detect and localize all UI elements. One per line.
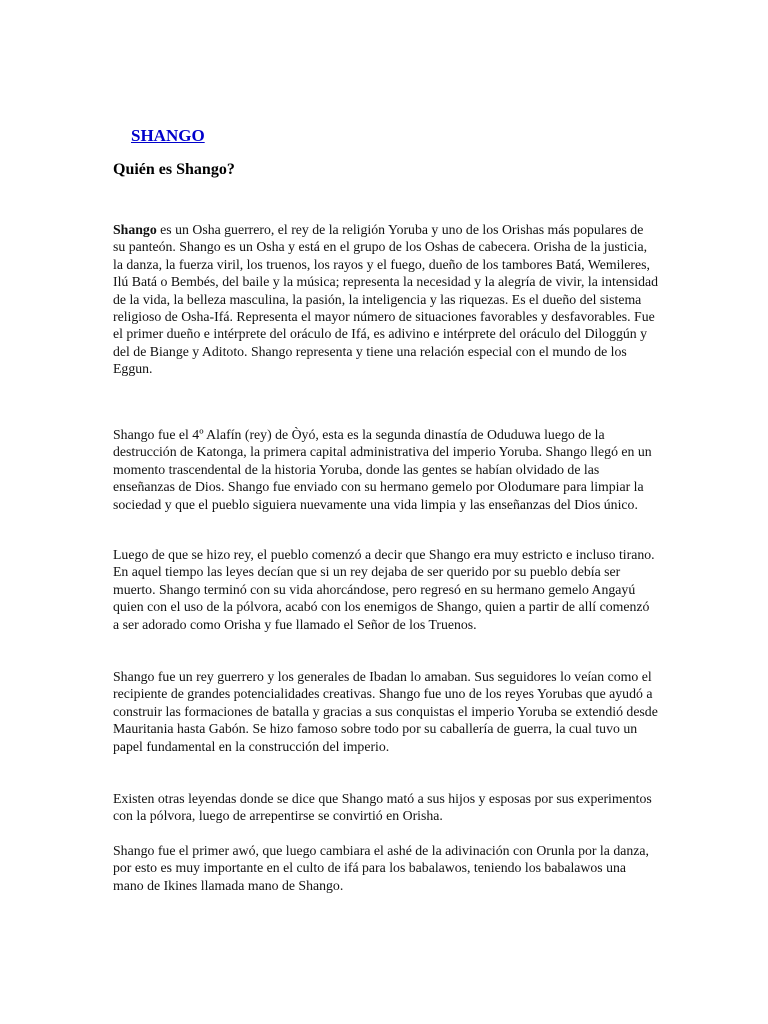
paragraph-intro <box>113 221 658 378</box>
subtitle-heading: Quién es Shango? <box>113 161 235 178</box>
shango-link-heading[interactable]: SHANGO <box>131 126 205 145</box>
paragraph-intro-body: es un Osha guerrero, el rey de la religión Yoruba y uno de los Orishas más populares de su panteón. Shango es un Osha y está en el grupo de los Oshas de cabecera. Orisha de la justicia, la danza, la fuerza viril, los truenos, los rayos y el fuego, dueño de los tambores Batá, Wemileres, Ilú Batá o Bembés, del baile y la música; representa la necesidad y la alegría de vivir, la intensidad de la vida, la belleza masculina, la pasión, la inteligencia y las riquezas. Es el dueño del sistema religioso de Osha-Ifá. Representa el mayor número de situaciones favorables y desfavorables. Fue el primer dueño e intérprete del oráculo de Ifá, es adivino e intérprete del oráculo del Diloggún y del de Biange y Aditoto. Shango representa y tiene una relación especial con el mundo de los Eggun. <box>113 222 658 377</box>
paragraph-awo: Shango fue el primer awó, que luego cambiara el ashé de la adivinación con Orunla por la danza, por esto es muy importante en el culto de ifá para los babalawos, teniendo los babalawos una mano de Ikines llamada mano de Shango. <box>113 843 649 893</box>
paragraph-intro-lead: Shango <box>113 222 157 237</box>
paragraph-legends: Existen otras leyendas donde se dice que Shango mató a sus hijos y esposas por sus experimentos con la pólvora, luego de arrepentirse se convirtió en Orisha. <box>113 791 652 824</box>
paragraph-reign: Luego de que se hizo rey, el pueblo comenzó a decir que Shango era muy estricto e incluso tirano. En aquel tiempo las leyes decían que si un rey dejaba de ser querido por su pueblo debía ser muerto. Shango terminó con su vida ahorcándose, pero regresó en su hermano gemelo Angayú quien con el uso de la pólvora, acabó con los enemigos de Shango, quien a partir de allí comenzó a ser adorado como Orisha y fue llamado el Señor de los Truenos. <box>113 547 655 632</box>
paragraph-warrior: Shango fue un rey guerrero y los generales de Ibadan lo amaban. Sus seguidores lo veían como el recipiente de grandes potencialidades creativas. Shango fue uno de los reyes Yorubas que ayudó a construir las formaciones de batalla y gracias a sus conquistas el imperio Yoruba se extendió desde Mauritania hasta Gabón. Se hizo famoso sobre todo por su caballería de guerra, la cual tuvo un papel fundamental en la construcción del imperio. <box>113 669 658 754</box>
paragraph-history: Shango fue el 4º Alafín (rey) de Òyó, esta es la segunda dinastía de Oduduwa luego de la destrucción de Katonga, la primera capital administrativa del imperio Yoruba. Shango llegó en un momento trascendental de la historia Yoruba, donde las gentes se habían olvidado de las enseñanzas de Dios. Shango fue enviado con su hermano gemelo por Olodumare para limpiar la sociedad y que el pueblo siguiera nuevamente una vida limpia y las enseñanzas del Dios único. <box>113 427 652 512</box>
